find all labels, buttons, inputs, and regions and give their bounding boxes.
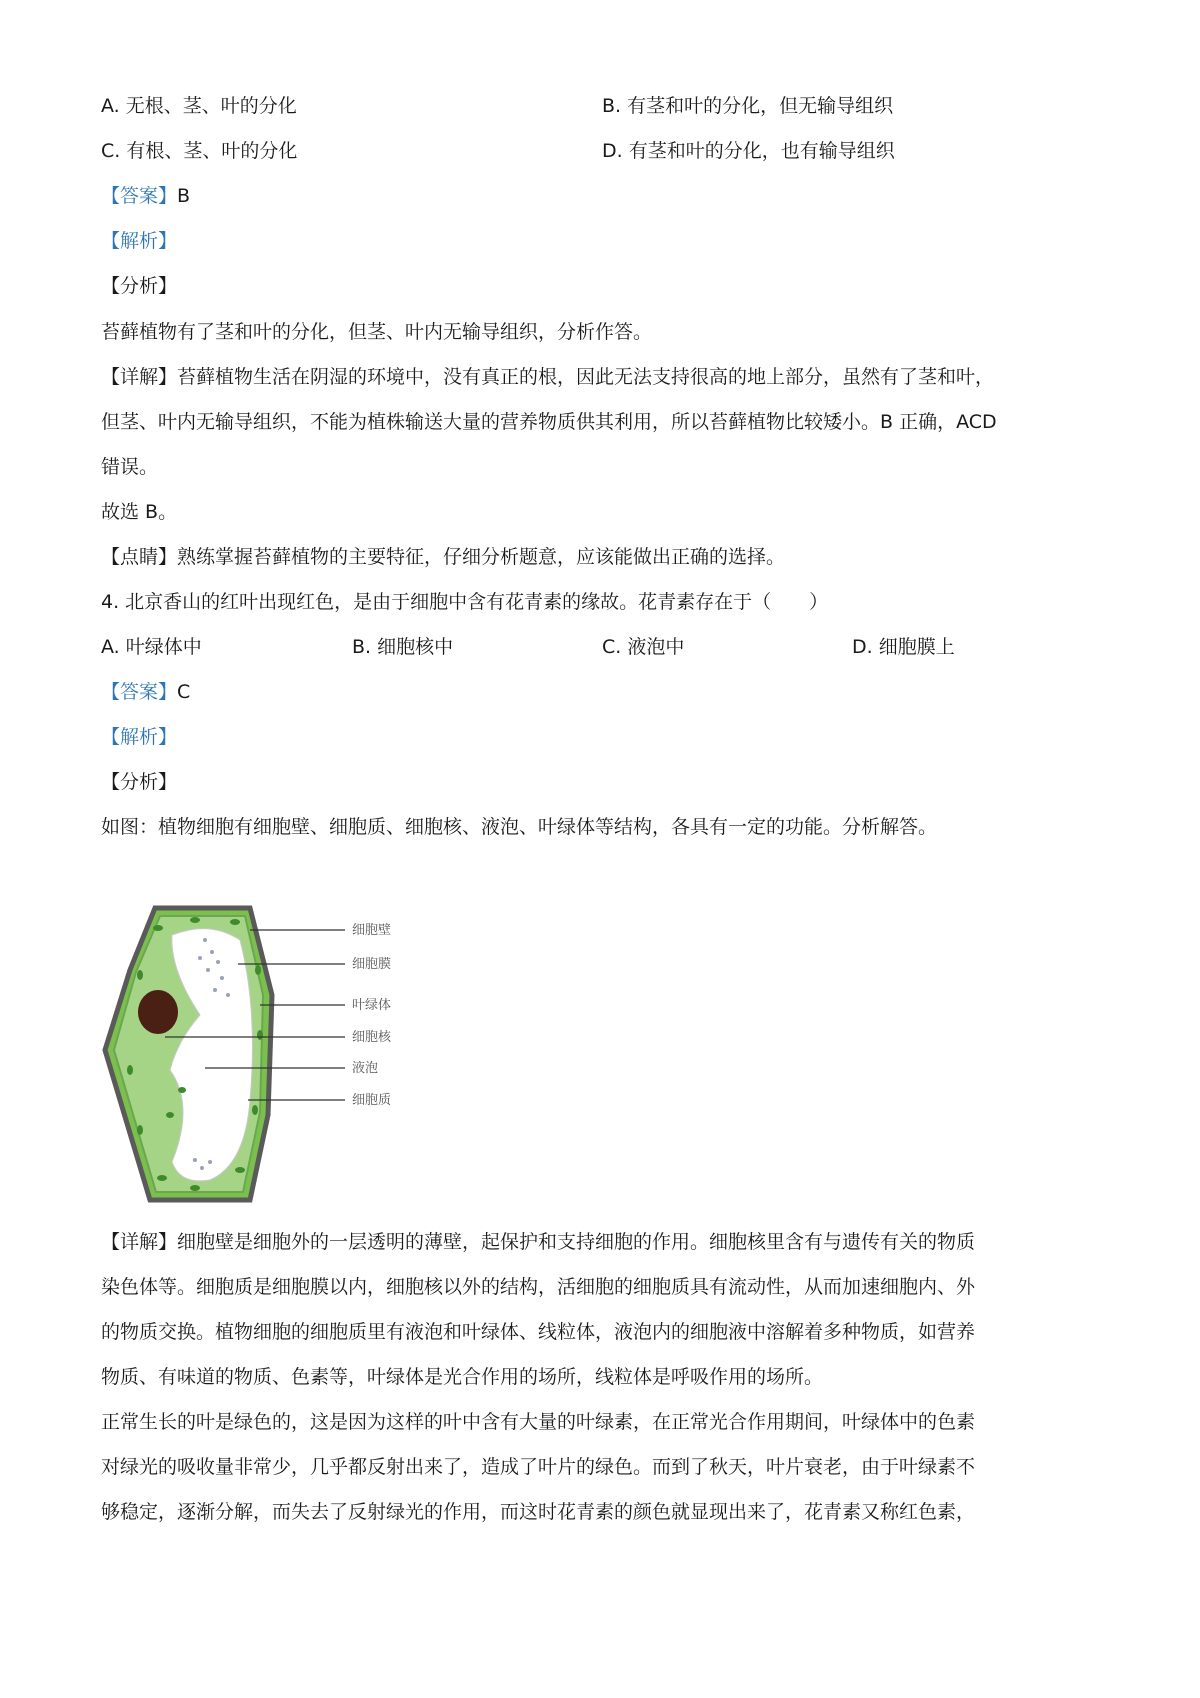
- analysis-tag: 【解析】: [101, 726, 178, 748]
- fenxi-tag: 【分析】: [101, 771, 178, 793]
- fenxi-tag: 【分析】: [101, 275, 178, 297]
- plant-cell-figure: [100, 900, 460, 1210]
- option-c: C. 有根、茎、叶的分化: [101, 140, 298, 162]
- option-c: C. 液泡中: [602, 636, 685, 658]
- label-cell-membrane: 细胞膜: [352, 957, 392, 972]
- detail-line: 错误。: [101, 456, 159, 478]
- answer-value: B: [177, 185, 191, 207]
- answer-value: C: [177, 681, 191, 703]
- fenxi-text: 苔藓植物有了茎和叶的分化，但茎、叶内无输导组织，分析作答。: [101, 321, 653, 343]
- detail-line: 对绿光的吸收量非常少，几乎都反射出来了，造成了叶片的绿色。而到了秋天，叶片衰老，由于叶绿素不: [101, 1456, 976, 1478]
- fenxi-text: 如图：植物细胞有细胞壁、细胞质、细胞核、液泡、叶绿体等结构，各具有一定的功能。分析解答。: [101, 816, 938, 838]
- option-a: A. 无根、茎、叶的分化: [101, 95, 297, 117]
- detail-line: 够稳定，逐渐分解，而失去了反射绿光的作用，而这时花青素的颜色就显现出来了，花青素又称红色素，: [101, 1501, 976, 1523]
- detail-line: 但茎、叶内无输导组织，不能为植株输送大量的营养物质供其利用，所以苔藓植物比较矮小。B 正确，ACD: [101, 411, 997, 433]
- question-stem: 4. 北京香山的红叶出现红色，是由于细胞中含有花青素的缘故。花青素存在于（ ）: [101, 591, 829, 613]
- label-cell-wall: 细胞壁: [352, 923, 392, 938]
- detail-line: 的物质交换。植物细胞的细胞质里有液泡和叶绿体、线粒体，液泡内的细胞液中溶解着多种物质，如营养: [101, 1321, 976, 1343]
- option-d: D. 有茎和叶的分化，也有输导组织: [602, 140, 895, 162]
- detail-line: 【详解】细胞壁是细胞外的一层透明的薄壁，起保护和支持细胞的作用。细胞核里含有与遗传有关的物质: [101, 1231, 976, 1253]
- comment-line: 【点睛】熟练掌握苔藓植物的主要特征，仔细分析题意，应该能做出正确的选择。: [101, 546, 786, 568]
- answer-line: [101, 182, 190, 210]
- option-d: D. 细胞膜上: [852, 636, 955, 658]
- label-vacuole: 液泡: [352, 1061, 379, 1076]
- option-b: B. 细胞核中: [352, 636, 454, 658]
- nucleus: [138, 990, 178, 1034]
- answer-line: [101, 678, 190, 706]
- answer-tag: 【答案】: [101, 681, 178, 703]
- detail-line: 染色体等。细胞质是细胞膜以内，细胞核以外的结构，活细胞的细胞质具有流动性，从而加速细胞内、外: [101, 1276, 976, 1298]
- option-b: B. 有茎和叶的分化，但无输导组织: [602, 95, 894, 117]
- analysis-tag: 【解析】: [101, 230, 178, 252]
- label-cytoplasm: 细胞质: [352, 1093, 392, 1108]
- detail-line: 物质、有味道的物质、色素等，叶绿体是光合作用的场所，线粒体是呼吸作用的场所。: [101, 1366, 824, 1388]
- option-a: A. 叶绿体中: [101, 636, 202, 658]
- label-chloroplast: 叶绿体: [352, 998, 392, 1013]
- choose-line: 故选 B。: [101, 501, 178, 523]
- label-nucleus: 细胞核: [352, 1030, 392, 1045]
- detail-line: 正常生长的叶是绿色的，这是因为这样的叶中含有大量的叶绿素，在正常光合作用期间，叶绿体中的色素: [101, 1411, 976, 1433]
- answer-tag: 【答案】: [101, 185, 178, 207]
- detail-line: 【详解】苔藓植物生活在阴湿的环境中，没有真正的根，因此无法支持很高的地上部分，虽然有了茎和叶，: [101, 366, 995, 388]
- vacuole: [170, 929, 252, 1181]
